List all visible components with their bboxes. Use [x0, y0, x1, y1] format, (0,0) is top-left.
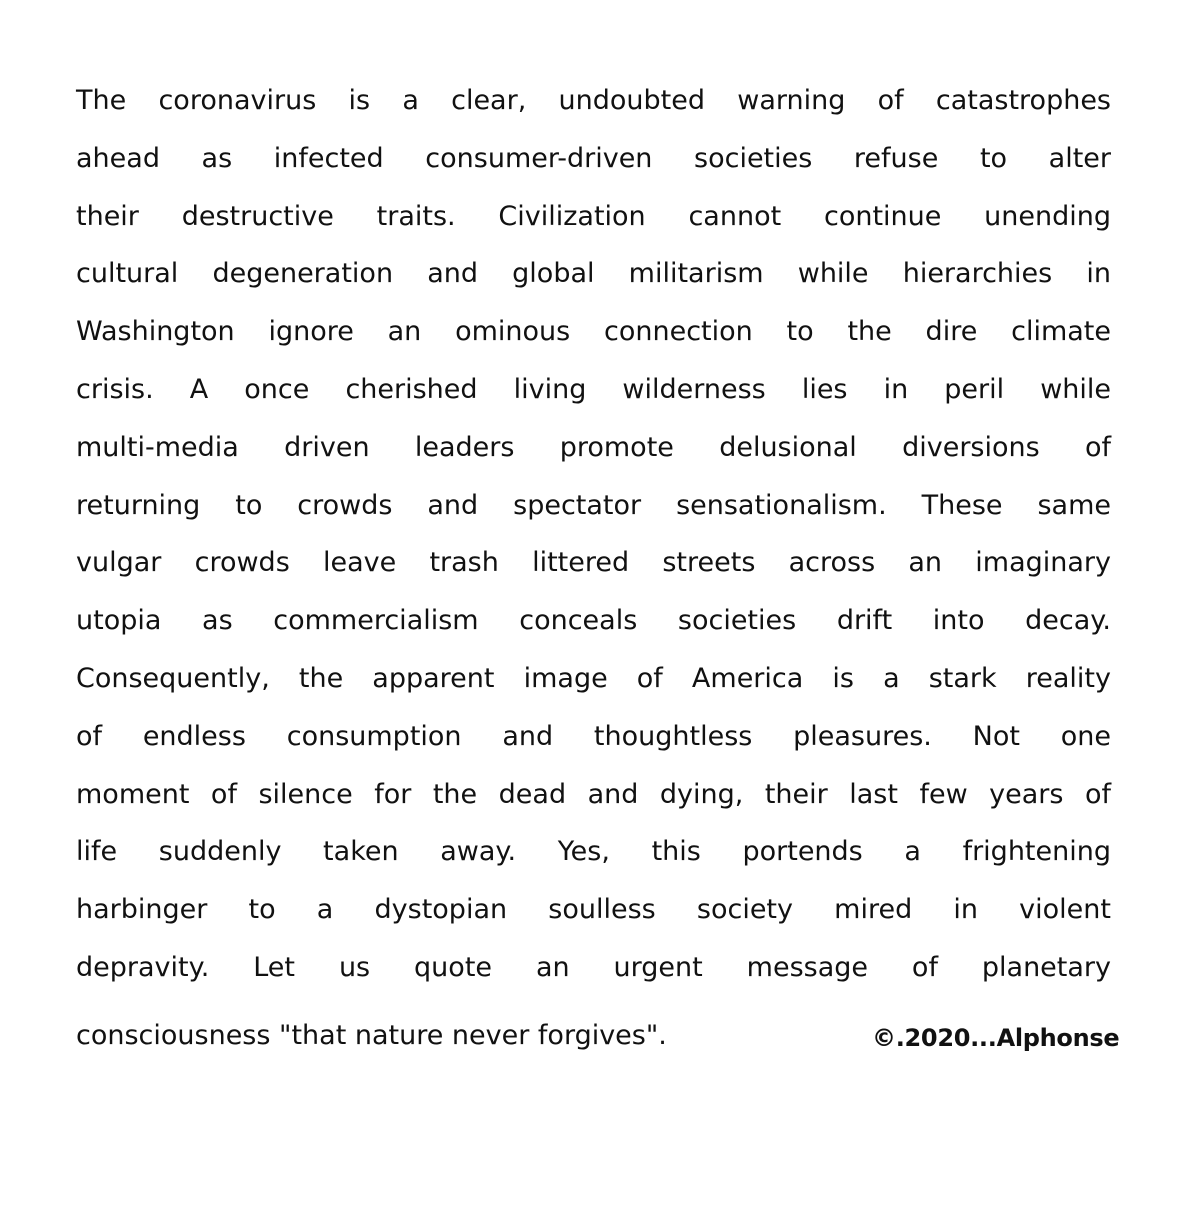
essay-line: ahead as infected consumer-driven societies refuse to alter — [76, 142, 1111, 174]
essay-line: harbinger to a dystopian soulless society mired in violent — [76, 894, 1111, 926]
essay-line: moment of silence for the dead and dying, their last few years of — [76, 778, 1111, 810]
essay-line: Washington ignore an ominous connection to the dire climate — [76, 316, 1111, 348]
essay-body — [76, 72, 1111, 997]
essay-line: Consequently, the apparent image of America is a stark reality — [76, 662, 1111, 694]
essay-line: The coronavirus is a clear, undoubted warning of catastrophes — [76, 85, 1111, 116]
essay-line: returning to crowds and spectator sensationalism. These same — [76, 489, 1111, 521]
copyright-signature: ©.2020...Alphonse — [872, 1024, 1120, 1052]
essay-line: vulgar crowds leave trash littered streets across an imaginary — [76, 547, 1111, 579]
essay-line: cultural degeneration and global militarism while hierarchies in — [76, 258, 1111, 290]
essay-line: of endless consumption and thoughtless pleasures. Not one — [76, 720, 1111, 752]
essay-line: life suddenly taken away. Yes, this portends a frightening — [76, 836, 1111, 868]
essay-closing-line: consciousness "that nature never forgives". — [76, 1020, 667, 1051]
essay-line: crisis. A once cherished living wilderness lies in peril while — [76, 373, 1111, 405]
essay-line: utopia as commercialism conceals societies drift into decay. — [76, 605, 1111, 637]
essay-line: depravity. Let us quote an urgent message of planetary — [76, 951, 1111, 983]
essay-line: their destructive traits. Civilization cannot continue unending — [76, 200, 1111, 232]
essay-line: multi-media driven leaders promote delusional diversions of — [76, 431, 1111, 463]
